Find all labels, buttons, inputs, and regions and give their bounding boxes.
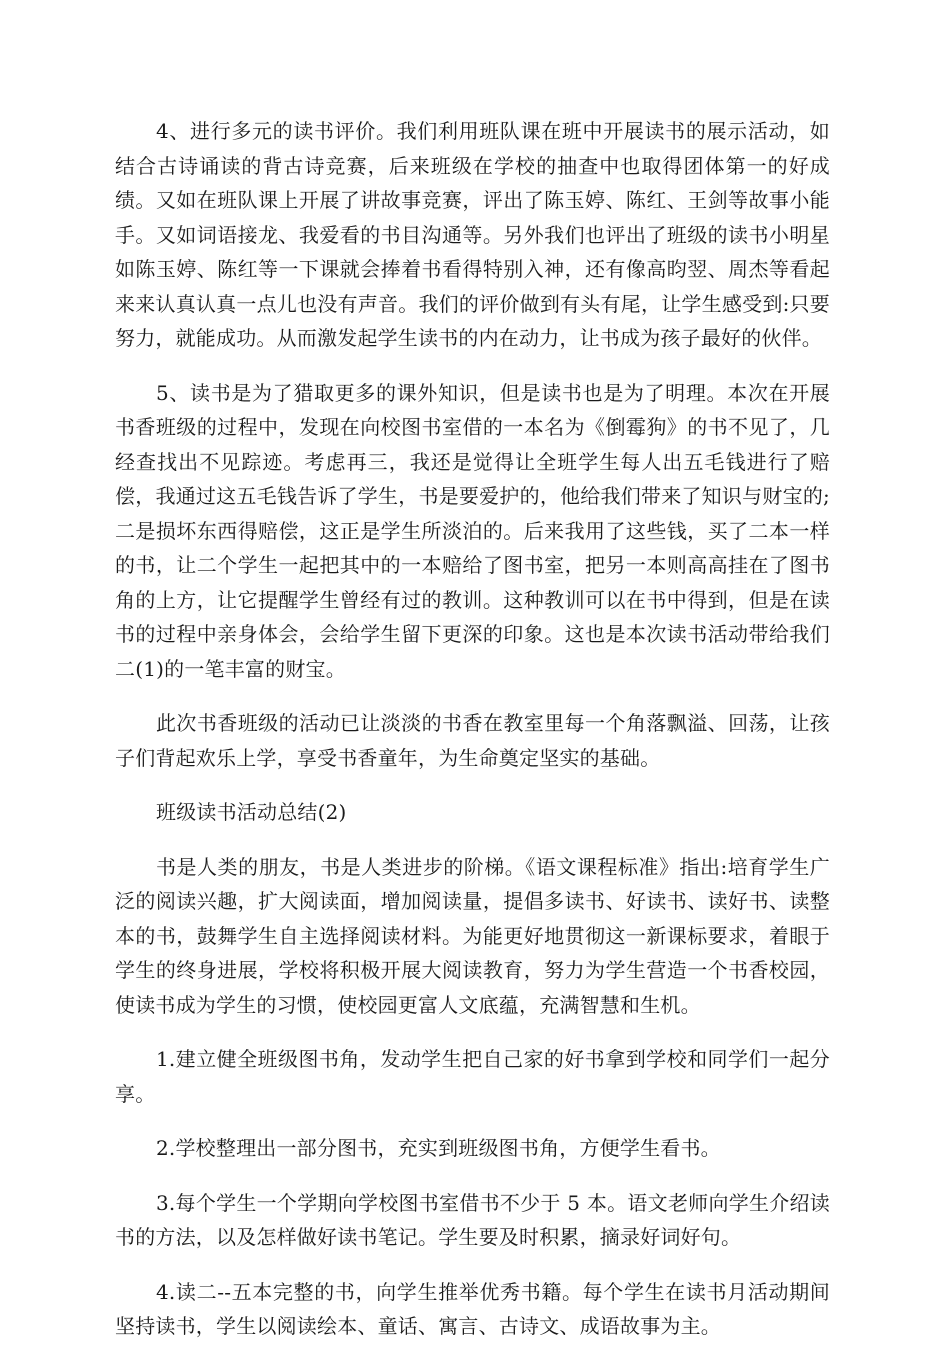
document-body: [115, 114, 830, 1364]
list-item-3: 3.每个学生一个学期向学校图书室借书不少于 5 本。语文老师向学生介绍读书的方法，以及怎样做好读书笔记。学生要及时积累，摘录好词好句。: [115, 1190, 830, 1249]
section-heading: 班级读书活动总结(2): [156, 800, 347, 824]
list-item-2: 2.学校整理出一部分图书，充实到班级图书角，方便学生看书。: [156, 1136, 721, 1160]
list-item-1: 1.建立健全班级图书角，发动学生把自己家的好书拿到学校和同学们一起分享。: [115, 1047, 830, 1106]
paragraph-item-5-reasoning: 5、读书是为了猎取更多的课外知识，但是读书也是为了明理。本次在开展书香班级的过程中，发现在向校图书室借的一本名为《倒霉狗》的书不见了，几经查找出不见踪迹。考虑再三，我还是觉得让全班学生每人出五毛钱进行了赔偿，我通过这五毛钱告诉了学生，书是要爱护的，他给我们带来了知识与财宝的;二是损坏东西得赔偿，这正是学生所淡泊的。后来我用了这些钱，买了二本一样的书，让二个学生一起把其中的一本赔给了图书室，把另一本则高高挂在了图书角的上方，让它提醒学生曾经有过的教训。这种教训可以在书中得到，但是在读书的过程中亲身体会，会给学生留下更深的印象。这也是本次读书活动带给我们二(1)的一笔丰富的财宝。: [115, 380, 830, 681]
paragraph-intro: 书是人类的朋友，书是人类进步的阶梯。《语文课程标准》指出:培育学生广泛的阅读兴趣，扩大阅读面，增加阅读量，提倡多读书、好读书、读好书、读整本的书，鼓舞学生自主选择阅读材料。为能更好地贯彻这一新课标要求，着眼于学生的终身进展，学校将积极开展大阅读教育，努力为学生营造一个书香校园，使读书成为学生的习惯，使校园更富人文底蕴，充满智慧和生机。: [115, 854, 830, 1017]
list-item-4: 4.读二--五本完整的书，向学生推举优秀书籍。每个学生在读书月活动期间坚持读书，学生以阅读绘本、童话、寓言、古诗文、成语故事为主。: [115, 1279, 830, 1338]
paragraph-item-4-evaluation: 4、进行多元的读书评价。我们利用班队课在班中开展读书的展示活动，如结合古诗诵读的背古诗竞赛，后来班级在学校的抽查中也取得团体第一的好成绩。又如在班队课上开展了讲故事竞赛，评出了陈玉婷、陈红、王剑等故事小能手。又如词语接龙、我爱看的书目沟通等。另外我们也评出了班级的读书小明星如陈玉婷、陈红等一下课就会捧着书看得特别入神，还有像高昀翌、周杰等看起来来认真认真一点儿也没有声音。我们的评价做到有头有尾，让学生感受到:只要努力，就能成功。从而激发起学生读书的内在动力，让书成为孩子最好的伙伴。: [115, 119, 830, 350]
paragraph-conclusion: 此次书香班级的活动已让淡淡的书香在教室里每一个角落飘溢、回荡，让孩子们背起欢乐上学，享受书香童年，为生命奠定坚实的基础。: [115, 711, 830, 770]
